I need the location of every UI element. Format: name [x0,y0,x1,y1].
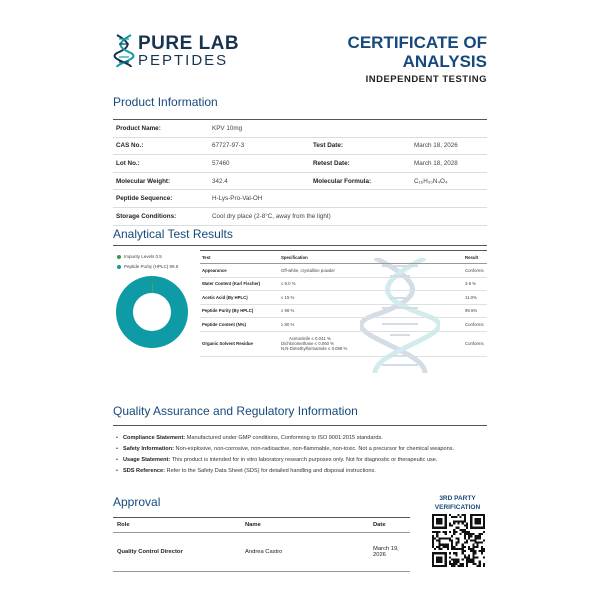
qa-item-text: This product is intended for in vitro laboratory research purposes only. Not for diagnostic or therapeutic use. [171,457,438,463]
table-row [113,120,487,138]
analytical-title: Analytical Test Results [113,227,233,241]
field-value: H-Lys-Pro-Val-OH [209,190,487,208]
verification-label-line1: 3RD PARTY [439,495,476,502]
qa-title: Quality Assurance and Regulatory Information [113,404,358,418]
field-label: Molecular Weight: [113,172,209,190]
table-row [200,331,487,356]
analytical-results-table [200,250,487,357]
field-label: Test Date: [310,137,411,155]
table-row [200,318,487,332]
list-item [113,434,487,442]
legend-item-purity [117,264,178,269]
field-value: KPV 10mg [209,120,487,138]
qr-code-icon[interactable] [432,514,485,567]
legend-label: Impurity Levels 0.5 [124,254,162,259]
cell-result: Conforms [463,264,487,278]
table-row [200,304,487,318]
donut-slice-peptide-purity-hplc [116,276,188,348]
column-header-name: Name [241,518,369,533]
table-header-row [113,518,410,533]
spec-line: Dichloromethane ≤ 0.060 % [281,341,334,346]
table-row [200,264,487,278]
column-header-role: Role [113,518,241,533]
spec-line: Acetonitrile ≤ 0.041 % [289,336,331,341]
qa-list [113,434,487,478]
column-header-date: Date [369,518,410,533]
cell-spec: ≤ 15 % [279,291,463,305]
qa-item-label: Compliance Statement: [123,435,186,441]
field-label: Storage Conditions: [113,207,209,225]
qa-item-text: Manufactured under GMP conditions, Conforming to ISO 9001:2015 standards. [186,435,383,441]
legend-item-impurity [117,254,162,259]
cell-result: Conforms [463,318,487,332]
cell-result: Conforms [463,331,487,356]
cell-test: Water Content (Karl Fischer) [200,277,279,291]
approval-name: Andrea Castro [241,533,369,572]
field-label: CAS No.: [113,137,209,155]
verification-label-line2: VERIFICATION [434,504,481,511]
legend-swatch [117,255,121,259]
column-header-result: Result [463,251,487,264]
dna-helix-icon [113,33,135,69]
approval-table [113,517,410,572]
list-item [113,445,487,453]
purity-donut-chart [115,275,189,349]
cell-spec: ≤ 8.0 % [279,277,463,291]
qa-item-label: Usage Statement: [123,457,171,463]
list-item [113,456,487,464]
table-row [200,291,487,305]
table-row [113,155,487,173]
field-value: C₁₆H₃₀N₄O₄ [411,172,487,190]
cell-spec [279,331,463,356]
section-divider [113,425,487,426]
qa-item-text: Non-explosive, non-corrosive, non-radioactive, non-flammable, non-toxic. Not a precursor for chemical weapons. [175,446,455,452]
cell-spec: ≥ 98 % [279,304,463,318]
approval-date: March 19, 2026 [369,533,410,572]
approval-title: Approval [113,495,161,509]
table-row [113,190,487,208]
legend-swatch [117,265,121,269]
field-value: 57460 [209,155,310,173]
field-label: Peptide Sequence: [113,190,209,208]
brand-name: PURE LAB [138,33,240,54]
field-label: Lot No.: [113,155,209,173]
document-subtitle: INDEPENDENT TESTING [365,74,487,85]
field-value: 67727-97-3 [209,137,310,155]
column-header-test: Test [200,251,279,264]
cell-spec: Off-white, crystalline powder [279,264,463,278]
field-label: Molecular Formula: [310,172,411,190]
table-row [200,277,487,291]
field-value: March 18, 2028 [411,155,487,173]
field-value: Cool dry place (2-8°C, away from the light) [209,207,487,225]
cell-test: Peptide Purity (By HPLC) [200,304,279,318]
product-info-title: Product Information [113,95,218,109]
document-title-line2: ANALYSIS [402,52,487,71]
cell-result: 3.9 % [463,277,487,291]
column-header-spec: Specification [279,251,463,264]
table-header-row [200,251,487,264]
table-row [113,137,487,155]
brand-subname: PEPTIDES [138,52,229,69]
document-title-line1: CERTIFICATE OF [347,33,487,52]
cell-test: Acetic Acid (By HPLC) [200,291,279,305]
table-row [113,207,487,225]
approval-role: Quality Control Director [113,533,241,572]
cell-test: Organic Solvent Residue [200,331,279,356]
qa-item-label: Safety Information: [123,446,174,452]
field-label: Product Name: [113,120,209,138]
table-row [113,172,487,190]
spec-line: N,N-Dimethylformamide ≤ 0.088 % [281,346,348,351]
cell-result: 99.5% [463,304,487,318]
section-divider [113,245,487,246]
product-info-table [113,119,487,226]
qa-item-label: SDS Reference: [123,468,165,474]
legend-label: Peptide Purity (HPLC) 99.5 [124,264,179,269]
cell-spec: ≥ 80 % [279,318,463,332]
qa-item-text: Refer to the Safety Data Sheet (SDS) for detailed handling and disposal instructions. [166,468,376,474]
cell-test: Peptide Content (N%) [200,318,279,332]
field-value: 342.4 [209,172,310,190]
list-item [113,467,487,475]
table-row [113,533,410,572]
field-label: Retest Date: [310,155,411,173]
cell-test: Appearance [200,264,279,278]
field-value: March 18, 2026 [411,137,487,155]
cell-result: 11.0% [463,291,487,305]
